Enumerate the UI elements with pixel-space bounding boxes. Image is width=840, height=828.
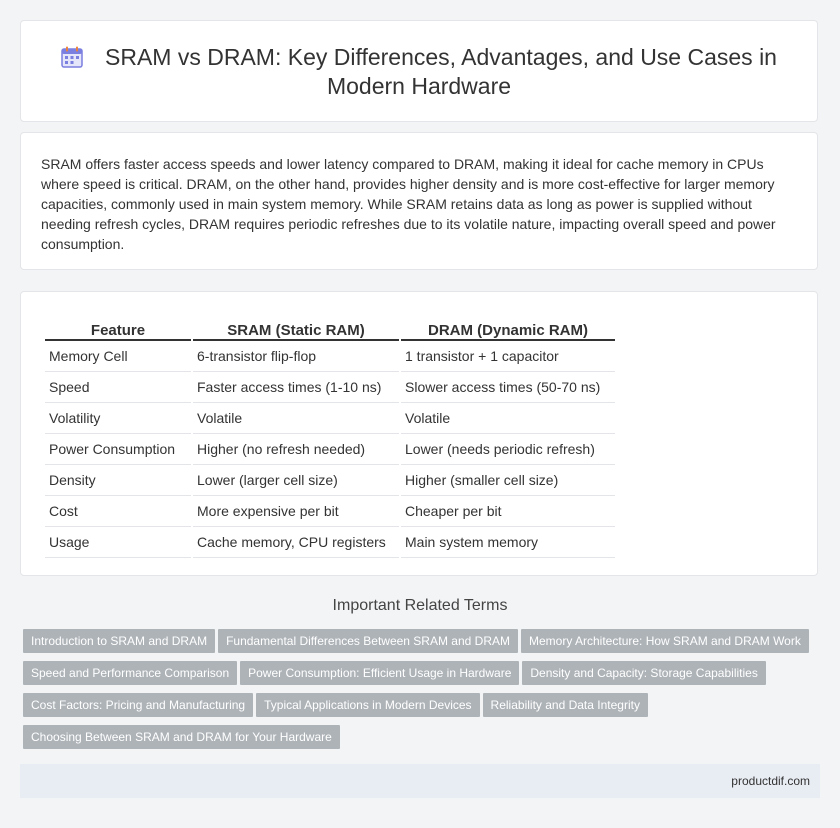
footer [20,764,820,798]
table-card [20,291,818,576]
table-cell: 6-transistor flip-flop [193,341,399,372]
table-row [45,465,615,496]
related-term-tag[interactable]: Choosing Between SRAM and DRAM for Your Hardware [23,725,340,749]
related-term-tag[interactable]: Memory Architecture: How SRAM and DRAM Work [521,629,809,653]
table-cell: Lower (larger cell size) [193,465,399,496]
table-cell: Usage [45,527,191,558]
related-terms-list [23,629,813,757]
table-cell: More expensive per bit [193,496,399,527]
table-cell: Faster access times (1-10 ns) [193,372,399,403]
related-term-tag[interactable]: Power Consumption: Efficient Usage in Hardware [240,661,519,685]
related-term-tag[interactable]: Fundamental Differences Between SRAM and DRAM [218,629,518,653]
related-term-tag[interactable]: Cost Factors: Pricing and Manufacturing [23,693,253,717]
table-row [45,434,615,465]
header-sram: SRAM (Static RAM) [193,314,399,341]
summary-card [20,132,818,270]
table-cell: Volatility [45,403,191,434]
related-term-tag[interactable]: Typical Applications in Modern Devices [256,693,479,717]
table-cell: Volatile [193,403,399,434]
page-title: SRAM vs DRAM: Key Differences, Advantages, and Use Cases in Modern Hardware [105,44,777,99]
table-cell: Lower (needs periodic refresh) [401,434,615,465]
related-term-tag[interactable]: Introduction to SRAM and DRAM [23,629,215,653]
table-cell: Higher (smaller cell size) [401,465,615,496]
summary-text: SRAM offers faster access speeds and lower latency compared to DRAM, making it ideal for cache memory in CPUs where speed is critical. DRAM, on the other hand, provides higher density and is more cost-effective for larger memory capacities, commonly used in main system memory. While SRAM retains data as long as power is supplied without needing refresh cycles, DRAM requires periodic refreshes due to its volatile nature, impacting overall speed and power consumption. [41,156,776,252]
comparison-table [43,314,617,558]
table-cell: Power Consumption [45,434,191,465]
table-cell: Main system memory [401,527,615,558]
table-header-row [45,314,615,341]
table-row [45,527,615,558]
footer-site-name: productdif.com [731,774,810,788]
table-row [45,403,615,434]
related-terms-heading: Important Related Terms [332,597,508,614]
table-cell: Volatile [401,403,615,434]
table-cell: Speed [45,372,191,403]
related-term-tag[interactable]: Speed and Performance Comparison [23,661,237,685]
calendar-icon [61,46,83,68]
table-row [45,496,615,527]
header-feature: Feature [45,314,191,341]
related-term-tag[interactable]: Density and Capacity: Storage Capabilities [522,661,765,685]
table-row [45,372,615,403]
table-cell: Cost [45,496,191,527]
table-cell: Slower access times (50-70 ns) [401,372,615,403]
table-cell: Density [45,465,191,496]
table-cell: Cache memory, CPU registers [193,527,399,558]
related-term-tag[interactable]: Reliability and Data Integrity [483,693,648,717]
table-cell: Higher (no refresh needed) [193,434,399,465]
header-card [20,20,818,122]
table-row [45,341,615,372]
table-cell: Memory Cell [45,341,191,372]
table-cell: 1 transistor + 1 capacitor [401,341,615,372]
header-dram: DRAM (Dynamic RAM) [401,314,615,341]
table-cell: Cheaper per bit [401,496,615,527]
page-title-wrap [21,43,817,101]
